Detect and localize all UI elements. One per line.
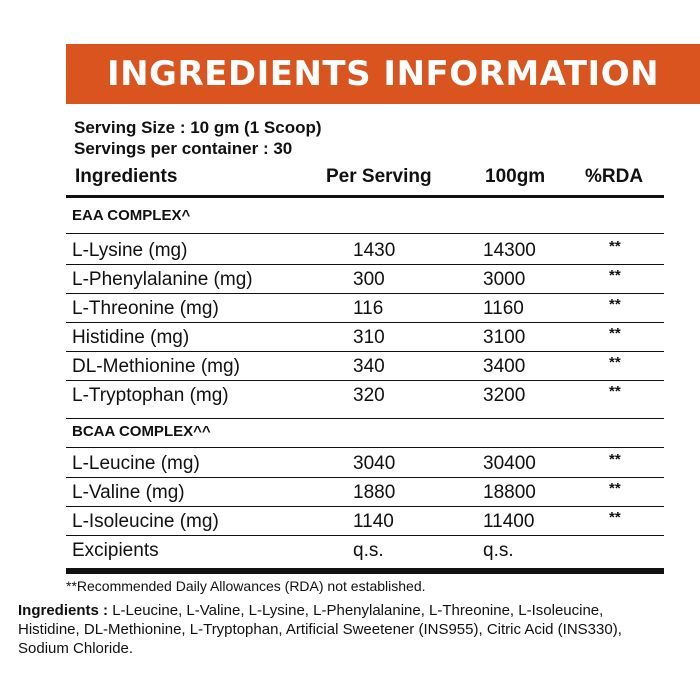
ingredients-label: Ingredients : [18, 602, 109, 619]
section-divider [66, 447, 664, 448]
rda-footnote: **Recommended Daily Allowances (RDA) not established. [66, 578, 426, 594]
ingredient-name-cell: L-Lysine (mg) [72, 240, 188, 261]
table-row [66, 323, 664, 352]
rda-cell: ** [609, 325, 621, 342]
per-serving-cell: 320 [353, 385, 385, 406]
rda-cell: ** [609, 509, 621, 526]
rda-cell: ** [609, 480, 621, 497]
per-100gm-cell: 14300 [483, 240, 536, 261]
rda-cell: ** [609, 451, 621, 468]
ingredient-name-cell: DL-Methionine (mg) [72, 356, 240, 377]
per-100gm-cell: 3400 [483, 356, 526, 377]
header-divider [66, 195, 664, 198]
section-title-bcaa: BCAA COMPLEX^^ [72, 423, 211, 440]
ingredient-name-cell: L-Tryptophan (mg) [72, 385, 229, 406]
column-header-ingredients: Ingredients [75, 166, 178, 187]
ingredient-name-cell: L-Phenylalanine (mg) [72, 269, 253, 290]
table-row [66, 478, 664, 507]
rda-cell: ** [609, 354, 621, 371]
table-row [66, 236, 664, 265]
per-100gm-cell: 11400 [483, 511, 535, 532]
per-100gm-cell: 3000 [483, 269, 526, 290]
section-divider [66, 233, 664, 234]
per-serving-cell: 340 [353, 356, 385, 377]
per-serving-cell: 310 [353, 327, 385, 348]
rda-cell: ** [609, 296, 621, 313]
per-serving-cell: q.s. [353, 540, 384, 561]
rda-cell: ** [609, 267, 621, 284]
per-100gm-cell: 3100 [483, 327, 526, 348]
per-serving-cell: 116 [353, 298, 384, 319]
ingredient-name-cell: L-Threonine (mg) [72, 298, 219, 319]
per-100gm-cell: 18800 [483, 482, 536, 503]
table-row [66, 294, 664, 323]
section-divider [66, 418, 664, 419]
ingredient-name-cell: L-Leucine (mg) [72, 453, 200, 474]
ingredients-list [18, 601, 700, 658]
table-row [66, 449, 664, 478]
table-row [66, 352, 664, 381]
ingredient-name-cell: Histidine (mg) [72, 327, 190, 348]
column-header-per-serving: Per Serving [326, 166, 432, 187]
table-row [66, 536, 664, 565]
ingredient-name-cell: Excipients [72, 540, 159, 561]
per-100gm-cell: 1160 [483, 298, 524, 319]
rda-cell: ** [609, 383, 621, 400]
table-row [66, 265, 664, 294]
ingredient-name-cell: L-Valine (mg) [72, 482, 185, 503]
ingredient-name-cell: L-Isoleucine (mg) [72, 511, 219, 532]
ingredients-line: Sodium Chloride. [18, 640, 134, 657]
column-header-100gm: 100gm [485, 166, 546, 187]
ingredients-line: L-Leucine, L-Valine, L-Lysine, L-Phenylalanine, L-Threonine, L-Isoleucine, [112, 602, 604, 619]
table-row [66, 381, 664, 410]
table-row [66, 507, 664, 536]
rda-cell: ** [609, 238, 621, 255]
ingredients-line: Histidine, DL-Methionine, L-Tryptophan, Artificial Sweetener (INS955), Citric Acid (INS330), [18, 621, 622, 638]
serving-size: Serving Size : 10 gm (1 Scoop) [74, 118, 322, 137]
per-100gm-cell: 3200 [483, 385, 526, 406]
per-serving-cell: 1880 [353, 482, 396, 503]
servings-per-container: Servings per container : 30 [74, 139, 293, 158]
per-serving-cell: 1140 [353, 511, 394, 532]
per-serving-cell: 1430 [353, 240, 396, 261]
page-title: INGREDIENTS INFORMATION [66, 44, 700, 104]
section-title-eaa: EAA COMPLEX^ [72, 207, 191, 224]
table-bottom-rule [66, 568, 664, 574]
per-serving-cell: 3040 [353, 453, 396, 474]
per-100gm-cell: 30400 [483, 453, 536, 474]
column-header-rda: %RDA [585, 166, 644, 187]
per-100gm-cell: q.s. [483, 540, 514, 561]
per-serving-cell: 300 [353, 269, 385, 290]
